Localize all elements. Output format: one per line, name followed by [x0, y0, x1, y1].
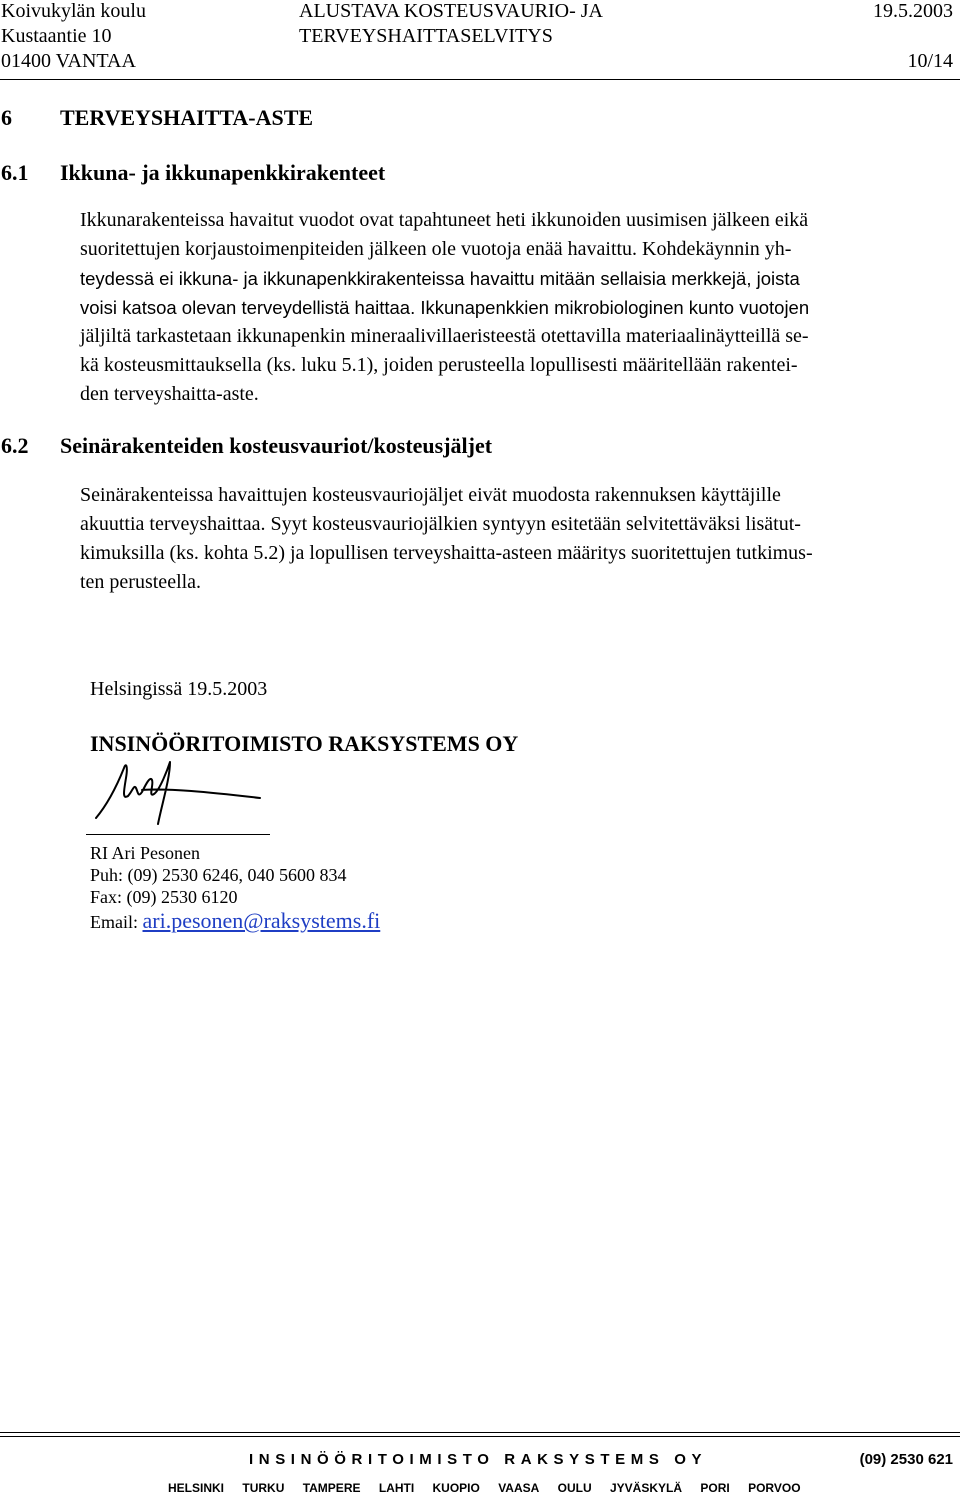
footer-city: HELSINKI	[168, 1481, 225, 1495]
sender-address	[1, 0, 146, 74]
signature-line	[86, 834, 270, 835]
paragraph-line: ten perusteella.	[80, 571, 202, 593]
paragraph-line: kimuksilla (ks. kohta 5.2) ja lopullisen terveyshaitta-asteen määritys suoritettujen tutkimus-	[80, 542, 813, 564]
footer-city: TAMPERE	[302, 1481, 361, 1495]
signer-email	[90, 910, 380, 933]
footer-phone: (09) 2530 621	[859, 1451, 953, 1468]
handwritten-signature	[88, 758, 268, 830]
place-and-date: Helsingissä 19.5.2003	[90, 678, 268, 700]
footer-divider	[0, 1436, 960, 1437]
footer-city: OULU	[557, 1481, 592, 1495]
footer-city: TURKU	[242, 1481, 285, 1495]
section-title: TERVEYSHAITTA-ASTE	[60, 105, 314, 130]
paragraph-line: kä kosteusmittauksella (ks. luku 5.1), joiden perusteella lopullisesti määritellään rakentei-	[80, 354, 798, 376]
paragraph-line: voisi katsoa olevan terveydellistä haittaa. Ikkunapenkkien mikrobiologinen kunto vuotojen	[80, 297, 810, 318]
section-number: 6	[1, 105, 12, 130]
paragraph-line: Seinärakenteissa havaittujen kosteusvauriojäljet eivät muodosta rakennuksen käyttäjille	[80, 484, 781, 506]
document-date: 19.5.2003	[873, 0, 953, 22]
footer-cities	[168, 1479, 816, 1497]
document-title-line: ALUSTAVA KOSTEUSVAURIO- JA	[299, 0, 604, 22]
page-number: 10/14	[907, 50, 953, 72]
footer-city: VAASA	[498, 1481, 540, 1495]
footer-company: INSINÖÖRITOIMISTO RAKSYSTEMS OY	[249, 1451, 708, 1468]
paragraph	[80, 481, 950, 597]
footer-divider	[0, 1432, 960, 1433]
footer-city: JYVÄSKYLÄ	[610, 1481, 683, 1495]
address-line: Kustaantie 10	[1, 25, 112, 47]
signer-fax: Fax: (09) 2530 6120	[90, 887, 238, 907]
paragraph-line: Ikkunarakenteissa havaitut vuodot ovat tapahtuneet heti ikkunoiden uusimisen jälkeen eikä	[80, 209, 809, 231]
footer-city: LAHTI	[378, 1481, 415, 1495]
signer-phone: Puh: (09) 2530 6246, 040 5600 834	[90, 865, 347, 885]
email-link[interactable]: ari.pesonen@raksystems.fi	[142, 908, 381, 933]
footer-city: PORVOO	[748, 1481, 801, 1495]
address-line: Koivukylän koulu	[1, 0, 146, 22]
footer-city: PORI	[700, 1481, 730, 1495]
document-title	[299, 0, 603, 49]
paragraph-line: suoritettujen korjaustoimenpiteiden jälkeen ole vuotoja enää havaittu. Kohdekäynnin yh-	[80, 238, 792, 260]
paragraph-line: teydessä ei ikkuna- ja ikkunapenkkirakenteissa havaittu mitään sellaisia merkkejä, joista	[80, 268, 800, 289]
paragraph-line: jäljiltä tarkastetaan ikkunapenkin mineraalivillaeristeestä otettavilla materiaalinäytteillä se-	[80, 325, 809, 347]
email-label: Email:	[90, 912, 138, 932]
document-title-line: TERVEYSHAITTASELVITYS	[299, 25, 553, 47]
section-number: 6.2	[1, 433, 29, 458]
subsection-heading	[1, 159, 385, 187]
paragraph	[80, 206, 950, 409]
section-number: 6.1	[1, 160, 29, 185]
signer-name: RI Ari Pesonen	[90, 843, 200, 863]
paragraph-line: den terveyshaitta-aste.	[80, 383, 259, 405]
section-title: Ikkuna- ja ikkunapenkkirakenteet	[60, 160, 386, 185]
signing-company: INSINÖÖRITOIMISTO RAKSYSTEMS OY	[90, 731, 519, 756]
address-line: 01400 VANTAA	[1, 50, 136, 72]
section-heading	[1, 104, 313, 132]
section-title: Seinärakenteiden kosteusvauriot/kosteusjäljet	[60, 433, 493, 458]
subsection-heading	[1, 432, 492, 460]
paragraph-line: akuuttia terveyshaittaa. Syyt kosteusvauriojälkien syntyyn esitetään selvitettäväksi lisätut-	[80, 513, 801, 535]
footer-city: KUOPIO	[432, 1481, 480, 1495]
header-divider	[0, 79, 960, 80]
